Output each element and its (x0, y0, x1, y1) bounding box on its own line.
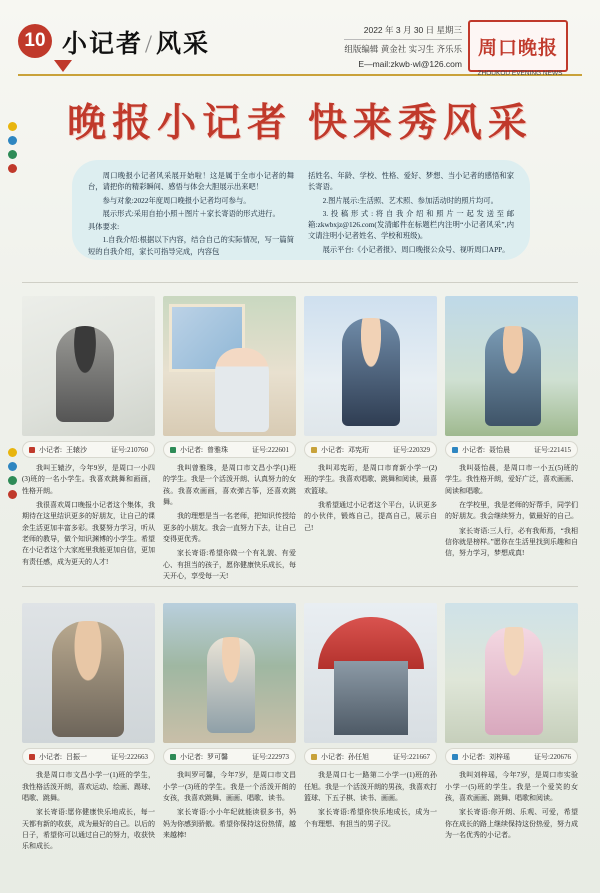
masthead (18, 20, 582, 76)
reporter-namebar (304, 441, 437, 458)
credits-text: 组版编辑 黄金社 实习生 齐乐乐 (344, 43, 462, 54)
reporter-text (445, 770, 578, 841)
dot-yellow (8, 122, 17, 131)
reporter-namebar (304, 748, 437, 765)
reporter-id: 证号:210760 (111, 445, 148, 454)
reporter-name: 曾雅珠 (206, 445, 228, 454)
reporter-name: 刘梓瑶 (488, 752, 510, 761)
intro-paragraph: 3.投稿形式:将自我介绍和照片一起发送至邮箱:zkwbxjz@126.com(发清邮件在标题栏内注明“小记者风采”,内文请注明小记者姓名、学校和班级)。 (308, 208, 514, 241)
reporter-paragraph: 我希望通过小记者这个平台，认识更多的小伙伴，锻炼自己，提高自己，展示自己! (304, 500, 437, 532)
reporter-paragraph: 我是周口市文昌小学一(1)班的学生，我性格活泼开朗，喜欢运动、绘画、踢球、唱歌、跳舞。 (22, 771, 155, 802)
reporter-card-grid (22, 296, 580, 856)
reporter-namebar (445, 441, 578, 458)
reporter-paragraph: 家长寄语:你开朗、乐观、可爱，希望你在成长的路上继续保持这份热爱，努力成为一名优秀的小记者。 (445, 808, 578, 839)
reporter-photo (445, 603, 578, 743)
bullet-icon (311, 447, 317, 453)
color-dots-mid (8, 448, 17, 504)
dot-green (8, 476, 17, 485)
bullet-icon (452, 447, 458, 453)
reporter-id: 证号:221415 (534, 445, 571, 454)
section-label-1: 小记者 (62, 31, 144, 58)
reporter-card (163, 603, 296, 855)
reporter-paragraph: 我叫刘梓瑶，今年7岁，是周口市实验小学一(5)班的学生。我是一个爱笑的女孩，喜欢画画、跳舞、唱歌和阅读。 (445, 771, 578, 802)
intro-paragraph: 1.自我介绍:根据以下内容，结合自己的实际情况，写一篇简短的自我介绍，家长可指导完成，内容包 (88, 235, 294, 256)
reporter-id: 证号:221667 (393, 752, 430, 761)
bullet-icon (29, 754, 35, 760)
reporter-photo (163, 603, 296, 743)
reporter-card (445, 296, 578, 585)
bullet-icon (170, 754, 176, 760)
intro-paragraph: 展示平台:《小记者报》、周口晚报公众号、视听周口APP。 (322, 244, 510, 254)
section-separator: / (145, 31, 154, 58)
newspaper-logo: 周口晚报 (468, 20, 568, 72)
intro-box (72, 160, 530, 260)
bullet-icon (311, 754, 317, 760)
reporter-card (22, 603, 155, 855)
reporter-text (22, 463, 155, 568)
reporter-paragraph: 我叫曾雅珠，是周口市文昌小学(1)班的学生。我是一个活泼开朗、认真努力的女孩。我喜欢画画，喜欢弹古筝，还喜欢跳舞。 (163, 464, 296, 506)
reporter-card (304, 603, 437, 855)
dot-red (8, 490, 17, 499)
reporter-paragraph: 我的理想是当一名老师，把知识传授给更多的小朋友。我会一直努力下去，让自己变得更优秀。 (163, 512, 296, 543)
newspaper-logo-subtitle: ZHOUKOU EVENING NEWS (477, 70, 563, 77)
reporter-namebar (22, 748, 155, 765)
reporter-card (445, 603, 578, 855)
reporter-paragraph: 我叫聂怡晨，是周口市一小五(5)班的学生。我性格开朗，爱好广泛，喜欢画画、阅读和唱歌。 (445, 464, 578, 495)
reporter-paragraph: 家长寄语:希望你快乐地成长，成为一个有理想、有担当的男子汉。 (304, 808, 437, 828)
reporter-name-label: 小记者: (462, 752, 485, 761)
bullet-icon (29, 447, 35, 453)
intro-paragraph: 具体要求: (88, 222, 120, 232)
intro-paragraph: 展示形式:采用自拍小照＋图片＋家长寄语的形式进行。 (102, 208, 280, 218)
reporter-id: 证号:220676 (534, 752, 571, 761)
reporter-id: 证号:220329 (393, 445, 430, 454)
section-label-2: 风采 (155, 31, 210, 58)
reporter-namebar (163, 748, 296, 765)
color-dots-top (8, 122, 17, 178)
reporter-name: 罗可馨 (206, 752, 228, 761)
reporter-paragraph: 家长寄语:三人行，必有我师焉，“我相信你就是榜样。”愿你在生活里找到乐趣和自信，努力学习，梦想成真! (445, 526, 578, 558)
reporter-namebar (163, 441, 296, 458)
reporter-paragraph: 我叫王辕汐，今年9岁，是周口一小四(3)班的一名小学生。我喜欢跳舞和画画，性格开朗。 (22, 464, 155, 495)
reporter-text (22, 770, 155, 852)
reporter-name-label: 小记者: (321, 445, 344, 454)
reporter-id: 证号:222973 (252, 752, 289, 761)
reporter-namebar (445, 748, 578, 765)
dot-green (8, 150, 17, 159)
reporter-name-label: 小记者: (321, 752, 344, 761)
reporter-text (163, 770, 296, 841)
reporter-photo (22, 296, 155, 436)
reporter-id: 证号:222663 (111, 752, 148, 761)
reporter-card (304, 296, 437, 585)
reporter-name: 孙任旭 (347, 752, 369, 761)
date-text: 2022 年 3 月 30 日 星期三 (344, 24, 462, 40)
reporter-text (304, 770, 437, 830)
reporter-name-label: 小记者: (39, 752, 62, 761)
reporter-name: 吕振一 (65, 752, 87, 761)
reporter-name-label: 小记者: (180, 752, 203, 761)
intro-paragraph: 周口晚报小记者风采展开始啦！这是属于全市小记者的舞台，请把你的精彩瞬间、感悟与体会大胆展示出来吧！ (88, 171, 294, 192)
reporter-card (22, 296, 155, 585)
reporter-paragraph: 家长寄语:小小年纪就能读很多书，妈妈为你感到骄傲。希望你保持这份热情，越来越棒! (163, 808, 296, 839)
reporter-card (163, 296, 296, 585)
reporter-paragraph: 我很喜欢周口晚报小记者这个集体，我期待在这里结识更多的好朋友，让自己的课余生活更加丰富多彩。我要努力学习，听从老师的教导，做个知识渊博的小学生。希望在小记者这个大家庭里我能更加自信，更加有责任感，成为更天的人才! (22, 500, 155, 566)
intro-paragraph: 2.图片展示:生活照、艺术照、参加活动时的照片均可。 (322, 195, 498, 205)
reporter-photo (304, 603, 437, 743)
reporter-paragraph: 我叫罗可馨，今年7岁，是周口市文昌小学一(3)班的学生。我是一个活泼开朗的女孩，我喜欢跳舞、画画、唱歌、读书。 (163, 771, 296, 802)
reporter-name: 王辕沙 (65, 445, 87, 454)
reporter-paragraph: 家长寄语:希望你做一个有礼貌、有爱心、有担当的孩子，愿你健康快乐成长，每天开心，享受每一天! (163, 549, 296, 580)
page-number: 10 (18, 24, 52, 58)
intro-column-left (88, 170, 294, 256)
page-title (62, 24, 210, 60)
reporter-name-label: 小记者: (39, 445, 62, 454)
reporter-id: 证号:222601 (252, 445, 289, 454)
reporter-photo (163, 296, 296, 436)
headline: 晚报小记者 快来秀风采 (67, 102, 533, 145)
reporter-photo (304, 296, 437, 436)
dot-yellow (8, 448, 17, 457)
intro-paragraph: 参与对象:2022年度周口晚报小记者均可参与。 (102, 195, 251, 205)
reporter-name: 邓宪珩 (347, 445, 369, 454)
reporter-paragraph: 家长寄语:愿你健康快乐地成长，每一天都有新的收获，成为最好的自己。以后的日子，希望你可以通过自己的努力，收获快乐和成长。 (22, 808, 155, 851)
dot-blue (8, 136, 17, 145)
reporter-paragraph: 我是周口七一路第二小学一(1)班的孙任旭。我是一个活泼开朗的男孩，我喜欢打篮球、下五子棋、读书、画画。 (304, 771, 437, 802)
reporter-paragraph: 在学校里，我是老师的好帮手，同学们的好朋友。我会继续努力，做最好的自己。 (445, 500, 578, 521)
reporter-photo (445, 296, 578, 436)
reporter-namebar (22, 441, 155, 458)
intro-paragraph: 括姓名、年龄、学校、性格、爱好、梦想、当小记者的感悟和家长寄语。 (308, 171, 514, 192)
reporter-text (163, 463, 296, 582)
reporter-name-label: 小记者: (462, 445, 485, 454)
divider (22, 282, 578, 283)
reporter-name-label: 小记者: (180, 445, 203, 454)
reporter-text (445, 463, 578, 560)
intro-column-right (308, 170, 514, 254)
bullet-icon (170, 447, 176, 453)
dateline (344, 24, 462, 70)
reporter-name: 聂怡晨 (488, 445, 510, 454)
reporter-text (304, 463, 437, 534)
ribbon-decoration (54, 60, 72, 72)
email-text: E—mail:zkwb·wl@126.com (358, 58, 462, 69)
reporter-paragraph: 我叫邓宪珩，是周口市育新小学一(2)班的学生。我喜欢唱歌、跳舞和阅读，最喜欢篮球。 (304, 464, 437, 495)
reporter-photo (22, 603, 155, 743)
bullet-icon (452, 754, 458, 760)
dot-blue (8, 462, 17, 471)
dot-red (8, 164, 17, 173)
